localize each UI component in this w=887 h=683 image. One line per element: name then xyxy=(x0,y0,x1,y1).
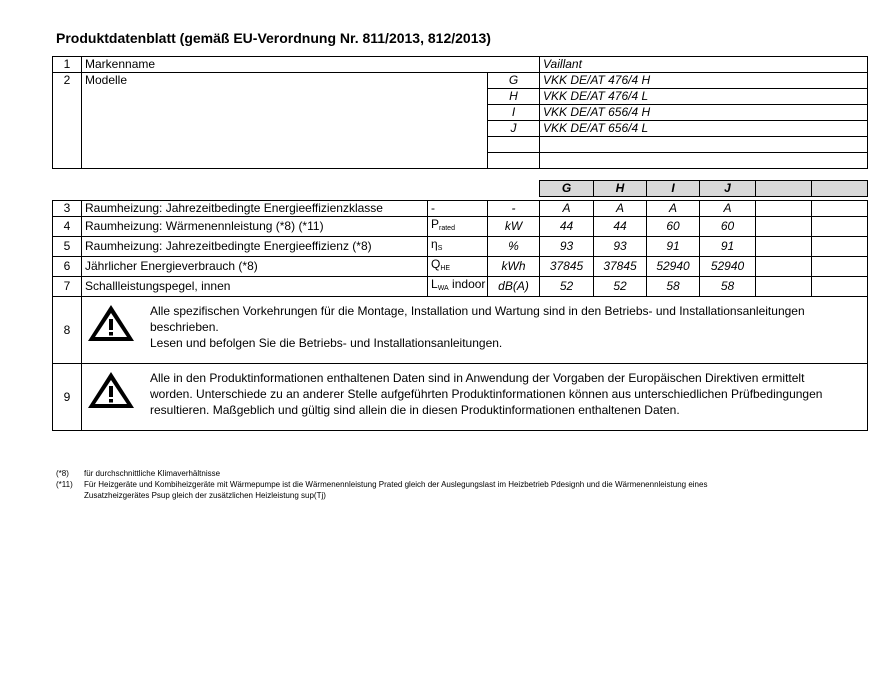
empty-cell xyxy=(756,237,812,257)
model-name: VKK DE/AT 656/4 H xyxy=(540,105,868,121)
notice-line: Lesen und befolgen Sie die Betriebs- und Installationsanleitungen. xyxy=(150,336,503,350)
model-code: J xyxy=(488,121,540,137)
model-name: VKK DE/AT 476/4 H xyxy=(540,73,868,89)
notice-line: Alle in den Produktinformationen enthaltenen Daten sind in Anwendung der Vorgaben der Europäischen Direktiven ermittelt xyxy=(150,371,805,385)
spec-row xyxy=(53,277,868,297)
spec-value: 58 xyxy=(647,277,700,297)
spec-row xyxy=(53,217,868,237)
footnote-text: Für Heizgeräte und Kombiheizgeräte mit Wärmepumpe ist die Wärmenennleistung Prated gleich der Auslegungslast im Heizbetrieb Pdesignh und die Wärmenennleistung eines xyxy=(84,480,708,489)
spec-unit: dB(A) xyxy=(488,277,540,297)
empty-cell xyxy=(812,201,868,217)
footnotes xyxy=(56,468,856,501)
row-number: 4 xyxy=(53,217,82,237)
footnote-key: (*8) xyxy=(56,469,69,478)
spec-value: 93 xyxy=(594,237,647,257)
row-number: 6 xyxy=(53,257,82,277)
column-header: H xyxy=(594,181,647,197)
footnote xyxy=(56,479,856,490)
model-table xyxy=(52,56,868,169)
spec-symbol: - xyxy=(428,201,488,217)
spec-unit: kWh xyxy=(488,257,540,277)
footnote xyxy=(56,468,856,479)
column-header: I xyxy=(647,181,700,197)
column-header-empty xyxy=(756,181,812,197)
spec-label: Raumheizung: Jahrezeitbedingte Energieeffizienz (*8) xyxy=(82,237,428,257)
model-row xyxy=(53,73,868,89)
spec-unit: - xyxy=(488,201,540,217)
spec-symbol: $Q_{HE}$ xyxy=(428,257,488,277)
notice-line: worden. Unterschiede zu an anderer Stelle aufgeführten Produktinformationen können aus unterschiedlichen Prüfbedingungen xyxy=(150,387,823,401)
spec-label: Raumheizung: Wärmenennleistung (*8) (*11) xyxy=(82,217,428,237)
spec-value: 60 xyxy=(647,217,700,237)
empty-cell xyxy=(812,257,868,277)
footnote-text: für durchschnittliche Klimaverhältnisse xyxy=(84,469,221,478)
notice-line: Alle spezifischen Vorkehrungen für die Montage, Installation und Wartung sind in den Betriebs- und Installationsanleitungen xyxy=(150,304,805,318)
row-number: 7 xyxy=(53,277,82,297)
spec-row xyxy=(53,201,868,217)
footnote-key xyxy=(56,490,84,501)
brand-label: Markenname xyxy=(82,57,540,73)
spec-value: 44 xyxy=(540,217,594,237)
brand-row xyxy=(53,57,868,73)
notice-line: beschrieben. xyxy=(150,320,219,334)
empty-cell xyxy=(812,277,868,297)
spec-value: A xyxy=(700,201,756,217)
spec-row xyxy=(53,257,868,277)
empty-cell xyxy=(756,201,812,217)
spec-table xyxy=(52,180,868,431)
spec-value: 37845 xyxy=(540,257,594,277)
spec-symbol: $L_{WA}$ indoor xyxy=(428,277,488,297)
column-header-empty xyxy=(812,181,868,197)
notice-cell xyxy=(82,297,868,364)
model-code: G xyxy=(488,73,540,89)
row-number: 1 xyxy=(53,57,82,73)
spec-row xyxy=(53,237,868,257)
footnote-key: (*11) xyxy=(56,480,73,489)
spec-label: Jährlicher Energieverbrauch (*8) xyxy=(82,257,428,277)
empty-cell xyxy=(488,153,540,169)
notice-row xyxy=(53,364,868,431)
spec-value: 93 xyxy=(540,237,594,257)
spec-value: A xyxy=(540,201,594,217)
footnote xyxy=(56,490,856,501)
row-number: 9 xyxy=(53,364,82,431)
empty-cell xyxy=(812,217,868,237)
spec-symbol: $P_{rated}$ xyxy=(428,217,488,237)
spec-value: 60 xyxy=(700,217,756,237)
empty-cell xyxy=(756,217,812,237)
spec-value: 37845 xyxy=(594,257,647,277)
column-header: J xyxy=(700,181,756,197)
spec-value: 52940 xyxy=(700,257,756,277)
spec-value: 52940 xyxy=(647,257,700,277)
model-code: H xyxy=(488,89,540,105)
row-number: 8 xyxy=(53,297,82,364)
notice-line: resultieren. Maßgeblich und gültig sind allein die in diesen Produktinformationen enthaltenen Daten. xyxy=(150,403,680,417)
row-number: 3 xyxy=(53,201,82,217)
spec-value: A xyxy=(594,201,647,217)
footnote-text: Zusatzheizgerätes Psup gleich der zusätzlichen Heizleistung sup(Tj) xyxy=(84,491,326,500)
column-header: G xyxy=(540,181,594,197)
empty-cell xyxy=(756,257,812,277)
spec-value: 52 xyxy=(540,277,594,297)
notice-cell xyxy=(82,364,868,431)
empty-cell xyxy=(540,153,868,169)
models-label: Modelle xyxy=(82,73,488,169)
empty-cell xyxy=(540,137,868,153)
warning-icon xyxy=(86,370,136,414)
row-number: 2 xyxy=(53,73,82,169)
spec-value: 91 xyxy=(700,237,756,257)
column-header-row xyxy=(53,181,868,197)
model-code: I xyxy=(488,105,540,121)
spec-value: 91 xyxy=(647,237,700,257)
empty-cell xyxy=(488,137,540,153)
empty-cell xyxy=(812,237,868,257)
brand-value: Vaillant xyxy=(540,57,868,73)
spec-value: A xyxy=(647,201,700,217)
spec-label: Schallleistungspegel, innen xyxy=(82,277,428,297)
model-name: VKK DE/AT 656/4 L xyxy=(540,121,868,137)
warning-icon xyxy=(86,303,136,347)
spec-symbol: $\eta_S$ xyxy=(428,237,488,257)
spec-unit: kW xyxy=(488,217,540,237)
spec-value: 44 xyxy=(594,217,647,237)
empty-cell xyxy=(756,277,812,297)
notice-row xyxy=(53,297,868,364)
spec-value: 52 xyxy=(594,277,647,297)
row-number: 5 xyxy=(53,237,82,257)
spec-label: Raumheizung: Jahrezeitbedingte Energieeffizienzklasse xyxy=(82,201,428,217)
spec-value: 58 xyxy=(700,277,756,297)
spec-unit: % xyxy=(488,237,540,257)
page-title: Produktdatenblatt (gemäß EU-Verordnung Nr. 811/2013, 812/2013) xyxy=(56,30,491,46)
model-name: VKK DE/AT 476/4 L xyxy=(540,89,868,105)
